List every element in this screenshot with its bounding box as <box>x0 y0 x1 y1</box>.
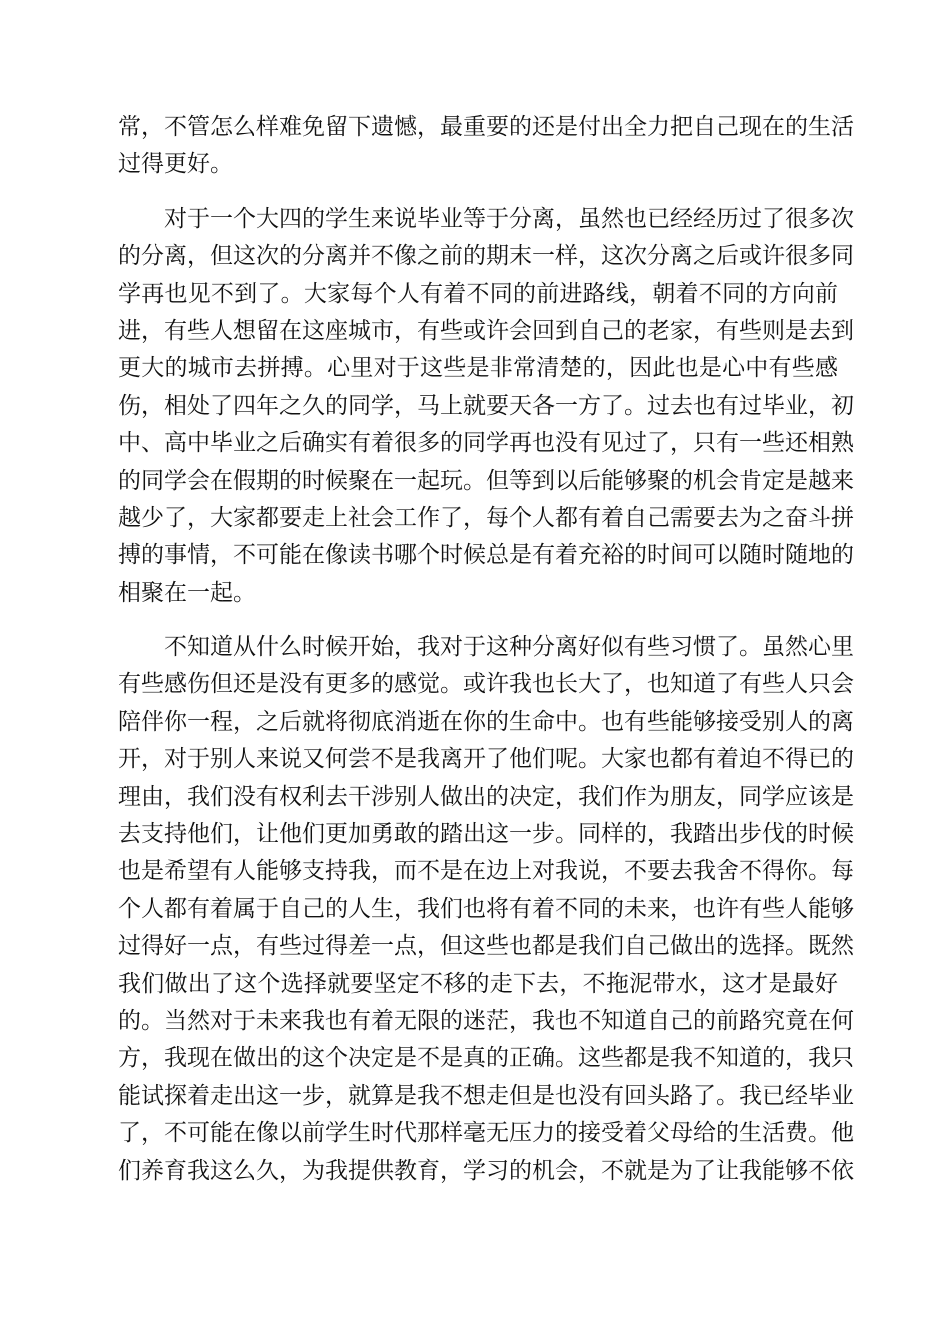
text-line: 开，对于别人来说又何尝不是我离开了他们呢。大家也都有着迫不得已的 <box>118 746 854 773</box>
text-line: 进，有些人想留在这座城市，有些或许会回到自己的老家，有些则是去到 <box>118 317 854 344</box>
text-line: 的。当然对于未来我也有着无限的迷茫，我也不知道自己的前路究竟在何 <box>118 1007 854 1034</box>
text-line: 也是希望有人能够支持我，而不是在边上对我说，不要去我舍不得你。每 <box>118 858 854 885</box>
text-line: 们养育我这么久，为我提供教育，学习的机会，不就是为了让我能够不依 <box>118 1157 854 1184</box>
text-line: 过得更好。 <box>118 151 233 178</box>
text-line: 个人都有着属于自己的人生，我们也将有着不同的未来，也许有些人能够 <box>118 895 854 922</box>
text-line: 常，不管怎么样难免留下遗憾，最重要的还是付出全力把自己现在的生活 <box>118 114 854 140</box>
paragraph-spacing <box>118 612 838 629</box>
document-body <box>118 109 854 1190</box>
text-line: 能试探着走出这一步，就算是我不想走但是也没有回头路了。我已经毕业 <box>118 1082 854 1109</box>
text-line: 我们做出了这个选择就要坚定不移的走下去，不拖泥带水，这才是最好 <box>118 970 838 997</box>
text-line: 不知道从什么时候开始，我对于这种分离好似有些习惯了。虽然心里 <box>164 634 854 661</box>
text-line: 中、高中毕业之后确实有着很多的同学再也没有见过了，只有一些还相熟 <box>118 430 854 457</box>
text-line: 了，不可能在像以前学生时代那样毫无压力的接受着父母给的生活费。他 <box>118 1120 854 1147</box>
text-line: 过得好一点，有些过得差一点，但这些也都是我们自己做出的选择。既然 <box>118 933 854 960</box>
text-line: 的同学会在假期的时候聚在一起玩。但等到以后能够聚的机会肯定是越来 <box>118 467 854 494</box>
text-line: 搏的事情，不可能在像读书哪个时候总是有着充裕的时间可以随时随地的 <box>118 542 854 569</box>
text-line: 有些感伤但还是没有更多的感觉。或许我也长大了，也知道了有些人只会 <box>118 671 854 698</box>
paragraph-2 <box>118 201 854 612</box>
paragraph-spacing <box>118 184 838 201</box>
paragraph-1 <box>118 109 854 184</box>
paragraph-3 <box>118 629 854 1190</box>
text-line: 伤，相处了四年之久的同学，马上就要天各一方了。过去也有过毕业，初 <box>118 392 854 419</box>
text-line: 方，我现在做出的这个决定是不是真的正确。这些都是我不知道的，我只 <box>118 1045 854 1072</box>
text-line: 的分离，但这次的分离并不像之前的期末一样，这次分离之后或许很多同 <box>118 243 854 270</box>
text-line: 去支持他们，让他们更加勇敢的踏出这一步。同样的，我踏出步伐的时候 <box>118 821 854 848</box>
text-line: 越少了，大家都要走上社会工作了，每个人都有着自己需要去为之奋斗拼 <box>118 504 854 531</box>
text-line: 理由，我们没有权利去干涉别人做出的决定，我们作为朋友，同学应该是 <box>118 783 854 810</box>
text-line: 对于一个大四的学生来说毕业等于分离，虽然也已经经历过了很多次 <box>164 205 854 232</box>
text-line: 更大的城市去拼搏。心里对于这些是非常清楚的，因此也是心中有些感 <box>118 355 838 382</box>
text-line: 陪伴你一程，之后就将彻底消逝在你的生命中。也有些能够接受别人的离 <box>118 708 854 735</box>
text-line: 学再也见不到了。大家每个人有着不同的前进路线，朝着不同的方向前 <box>118 280 838 307</box>
text-line: 相聚在一起。 <box>118 579 256 606</box>
